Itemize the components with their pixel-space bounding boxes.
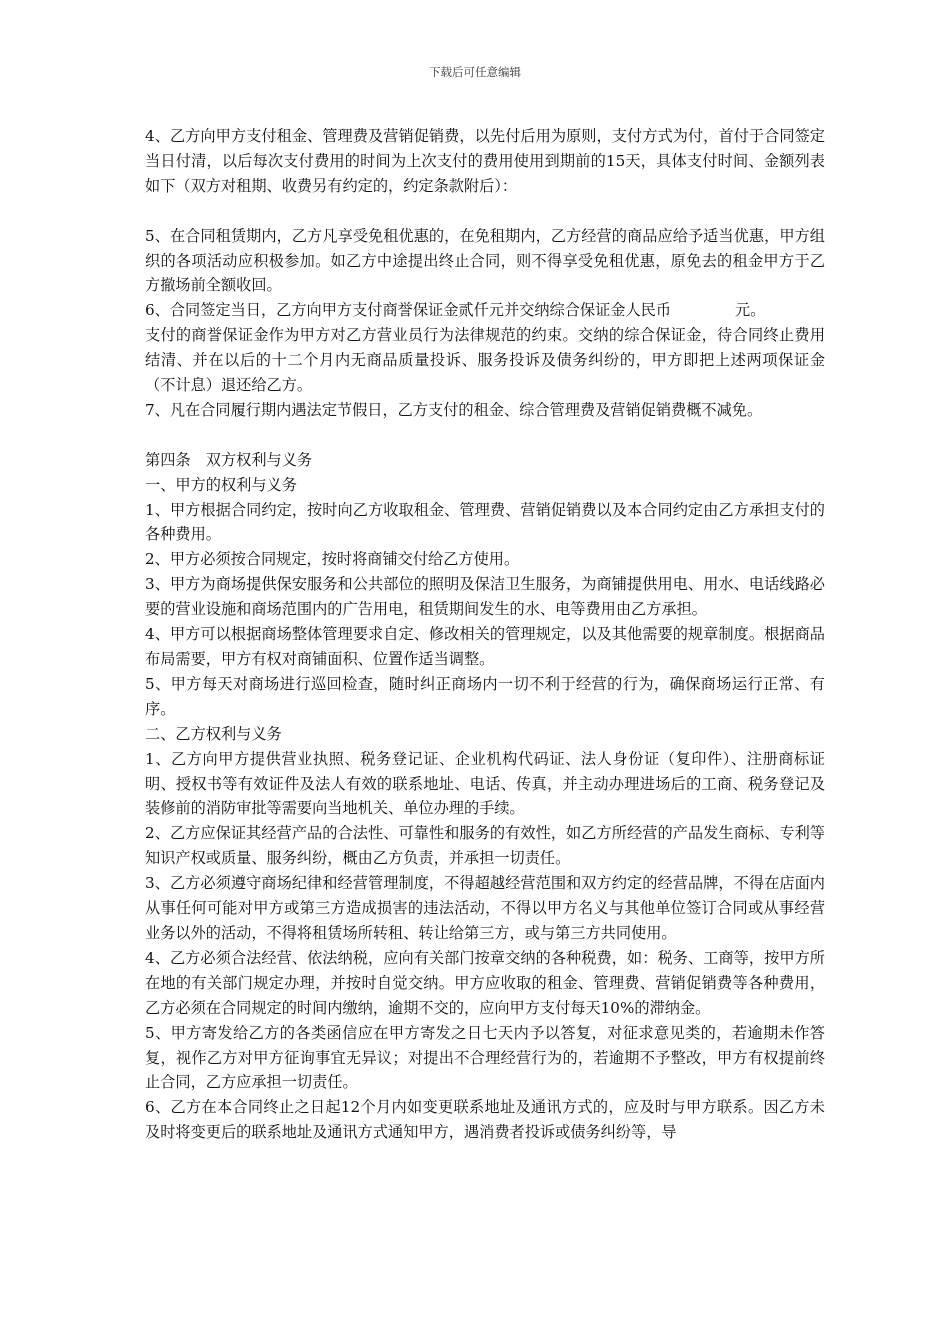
page-header: 下载后可任意编辑 [429, 65, 521, 79]
party-b-heading: 二、乙方权利与义务 [145, 724, 282, 743]
document-body [145, 124, 825, 1145]
party-b-item-2: 2、乙方应保证其经营产品的合法性、可靠性和服务的有效性，如乙方所经营的产品发生商标、专利等知识产权或质量、服务纠纷，概由乙方负责，并承担一切责任。 [145, 824, 825, 868]
clause-3-6-line1 [145, 298, 825, 323]
party-b-item-1: 1、乙方向甲方提供营业执照、税务登记证、企业机构代码证、法人身份证（复印件）、注册商标证明、授权书等有效证件及法人有效的联系地址、电话、传真，并主动办理进场后的工商、税务登记及装修前的消防审批等需要向当地机关、单位办理的手续。 [145, 749, 825, 818]
article-4-title: 第四条 双方权利与义务 [145, 450, 313, 469]
party-a-item-2: 2、甲方必须按合同规定，按时将商铺交付给乙方使用。 [145, 550, 520, 569]
party-b-item-3: 3、乙方必须遵守商场纪律和经营管理制度，不得超越经营范围和双方约定的经营品牌，不得在店面内从事任何可能对甲方或第三方造成损害的违法活动，不得以甲方名义与其他单位签订合同或从事经营业务以外的活动，不得将租赁场所转租、转让给第三方，或与第三方共同使用。 [145, 874, 825, 942]
blank-line [145, 423, 825, 448]
clause-3-5: 5、在合同租赁期内，乙方凡享受免租优惠的，在免租期内，乙方经营的商品应给予适当优惠，甲方组织的各项活动应积极参加。如乙方中途提出终止合同，则不得享受免租优惠，原免去的租金甲方于乙方撤场前全额收回。 [145, 226, 825, 295]
party-a-item-3: 3、甲方为商场提供保安服务和公共部位的照明及保洁卫生服务，为商铺提供用电、用水、电话线路必要的营业设施和商场范围内的广告用电，租赁期间发生的水、电等费用由乙方承担。 [145, 575, 825, 619]
clause-3-7: 7、凡在合同履行期内遇法定节假日，乙方支付的租金、综合管理费及营销促销费概不减免。 [145, 400, 763, 419]
clause-3-4: 4、乙方向甲方支付租金、管理费及营销促销费，以先付后用为原则，支付方式为付，首付于合同签定当日付清，以后每次支付费用的时间为上次支付的费用使用到期前的15天，具体支付时间、金额列表如下（双方对租期、收费另有约定的，约定条款附后）： [145, 127, 825, 195]
party-b-item-5: 5、甲方寄发给乙方的各类函信应在甲方寄发之日七天内予以答复，对征求意见类的，若逾期未作答复，视作乙方对甲方征询事宜无异议；对提出不合理经营行为的，若逾期不予整改，甲方有权提前终止合同，乙方应承担一切责任。 [145, 1023, 825, 1092]
party-a-item-5: 5、甲方每天对商场进行巡回检查，随时纠正商场内一切不利于经营的行为，确保商场运行正常、有序。 [145, 674, 825, 718]
blank-line [145, 199, 825, 224]
clause-3-6-text: 6、合同签定当日，乙方向甲方支付商誉保证金贰仟元并交纳综合保证金人民币 [145, 301, 672, 320]
party-a-heading: 一、甲方的权利与义务 [145, 475, 297, 494]
clause-3-6-unit: 元。 [735, 301, 766, 320]
party-b-item-4: 4、乙方必须合法经营、依法纳税，应向有关部门按章交纳的各种税费，如：税务、工商等，按甲方所在地的有关部门规定办理，并按时自觉交纳。甲方应收取的租金、管理费、营销促销费等各种费用，乙方必须在合同规定的时间内缴纳，逾期不交的，应向甲方支付每天10%的滞纳金。 [145, 948, 825, 1017]
clause-3-6-cont: 支付的商誉保证金作为甲方对乙方营业员行为法律规范的约束。交纳的综合保证金，待合同终止费用结清、并在以后的十二个月内无商品质量投诉、服务投诉及债务纠纷的，甲方即把上述两项保证金（不计息）退还给乙方。 [145, 326, 825, 395]
party-a-item-1: 1、甲方根据合同约定，按时向乙方收取租金、管理费、营销促销费以及本合同约定由乙方承担支付的各种费用。 [145, 500, 825, 544]
party-b-item-6: 6、乙方在本合同终止之日起12个月内如变更联系地址及通讯方式的，应及时与甲方联系。因乙方未及时将变更后的联系地址及通讯方式通知甲方，遇消费者投诉或债务纠纷等，导 [145, 1098, 825, 1142]
party-a-item-4: 4、甲方可以根据商场整体管理要求自定、修改相关的管理规定，以及其他需要的规章制度。根据商品布局需要，甲方有权对商铺面积、位置作适当调整。 [145, 625, 825, 668]
